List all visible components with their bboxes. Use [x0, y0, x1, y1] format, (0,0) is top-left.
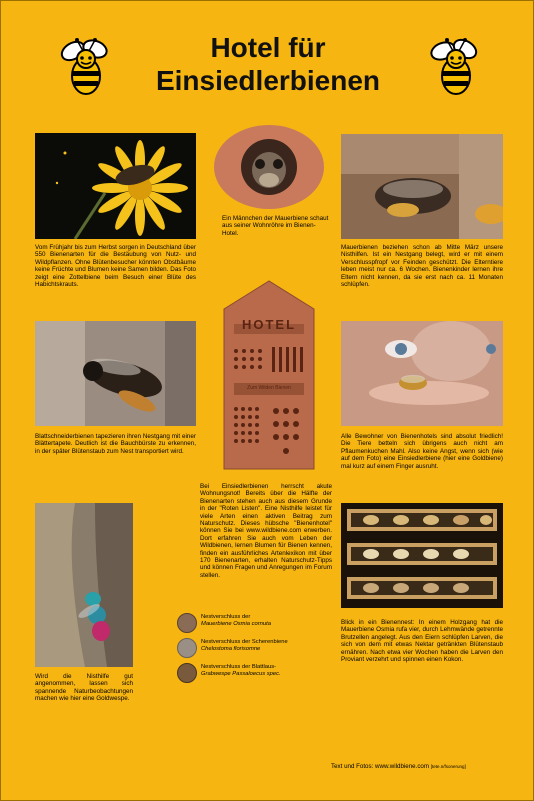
legend-line-2: Chelostoma florisomne [201, 645, 261, 652]
legend-text [201, 664, 326, 678]
text-bewohner: Alle Bewohner von Bienenhotels sind absolut friedlich! Die Tiere betteln sich übrigens auch nicht am Pflaumenkuchen Mahl. Also keine Angst, wenn sich (wie auf dem Foto) eine Einsiedlerbiene (hier eine Goldbiene) mal kurz auf einem Finger ausruht. [341, 433, 503, 470]
text-bienennest: Blick in ein Bienennest: In einem Holzgang hat die Mauerbiene Osmia rufa vier, durch Lehmwände getrennte Brutzellen angelegt. Aus den Eiern schlüpfen Larven, die sich von dem mit etwas Nektar getränkten Blütenstaub ernähren. Nach etwa vier Wochen haben die Larven den Proviant verzehrt und spinnen einen Kokon. [341, 619, 503, 664]
credit-text: Text und Fotos: www.wildbiene.com [331, 763, 430, 770]
bee-icon [51, 31, 121, 101]
text-blattschneider: Blattschneiderbienen tapezieren ihren Nestgang mit einer Blättertapete. Deutlich ist die Bauchbürste zu erkennen, in der später Blütenstaub zum Nest transportiert wird. [35, 433, 196, 455]
legend-line-1: Nestverschluss der Scherenbiene [201, 639, 288, 645]
credit [331, 763, 466, 770]
bee-hotel-block [214, 279, 324, 474]
title-line-2: Einsiedlerbienen [155, 65, 381, 96]
legend-dot [177, 613, 197, 633]
hotel-sign-top: HOTEL [241, 317, 297, 332]
text-goldwespe: Wird die Nisthilfe gut angenommen, lassen sich spannende Naturbeobachtungen machen wie hier eine Goldwespe. [35, 673, 133, 703]
legend-line-2: Mauerbiene Osmia cornuta [201, 620, 271, 627]
photo-bienennest [341, 503, 503, 608]
legend-item-chelostoma [177, 638, 327, 658]
text-mauerbienen: Mauerbienen beziehen schon ab Mitte März unsere Nisthilfen. Ist ein Nestgang belegt, wird er mit einem Verschlusspfropf vor Feinden geschützt. Die Elterntiere leben meist nur ca. 6 Wochen. Bienenkinder lernen ihre Eltern nicht kennen, da sie erst nach ca. 11 Monaten schlüpfen. [341, 244, 503, 289]
text-center: Bei Einsiedlerbienen herrscht akute Wohnungsnot! Bereits über die Hälfte der Bienenarten stehen auch aus diesem Grunde in der "Roten Listen". Eine Nisthilfe leistet für viele Arten einen aktiven Beitrag zum Naturschutz. Dieses hübsche "Bienenhotel" können Sie bei www.wildbiene.com erwerben. Dort erfahren Sie auch vom Leben der Wildbienen, lernen Blumen für Bienen kennen, finden ein ausführliches Artenlexikon mit über 170 Bienenarten, erhalten Naturschutz-Tipps und können Fragen und Anregungen im Forum stellen. [200, 483, 332, 579]
credit-note: [tete.n/fsonerung] [430, 764, 466, 769]
photo-mauerbiene-tube [213, 124, 325, 210]
legend-item-passaloecus [177, 663, 327, 683]
legend-item-osmia-cornuta [177, 613, 327, 633]
photo-goldwespe [35, 503, 133, 667]
photo-blattschneiderbiene [35, 321, 196, 426]
photo-goldbiene-finger [341, 321, 503, 426]
photo-mauerbiene-wood [341, 134, 503, 239]
legend-text [201, 639, 326, 653]
photo-zottelbiene-flower [35, 133, 196, 239]
legend-dot [177, 638, 197, 658]
hotel-sign-middle: Zum Wilden Bienen [247, 385, 291, 391]
text-intro: Vom Frühjahr bis zum Herbst sorgen in Deutschland über 550 Bienenarten für die Bestäubung von Nutz- und Wildpflanzen. Ohne Blütenbesucher könnten Obstbäume keine Früchte und Blumen keine Samen bilden. Das Foto zeigt eine Zottelbiene beim Besuch einer Blüte des Habichtskrauts. [35, 244, 196, 289]
legend-line-1: Nestverschluss der [201, 614, 251, 620]
caption-mauerbiene-hotel: Ein Männchen der Mauerbiene schaut aus seiner Wohnröhre im Bienen-Hotel. [222, 215, 329, 237]
legend-dot [177, 663, 197, 683]
legend-line-1: Nestverschluss der Blattlaus- [201, 664, 277, 670]
bee-icon [421, 31, 491, 101]
page-title [121, 31, 415, 97]
legend-line-2: Grabwespe Passaloecus spec. [201, 670, 281, 677]
legend-text [201, 614, 326, 628]
title-line-1: Hotel für [210, 32, 326, 63]
